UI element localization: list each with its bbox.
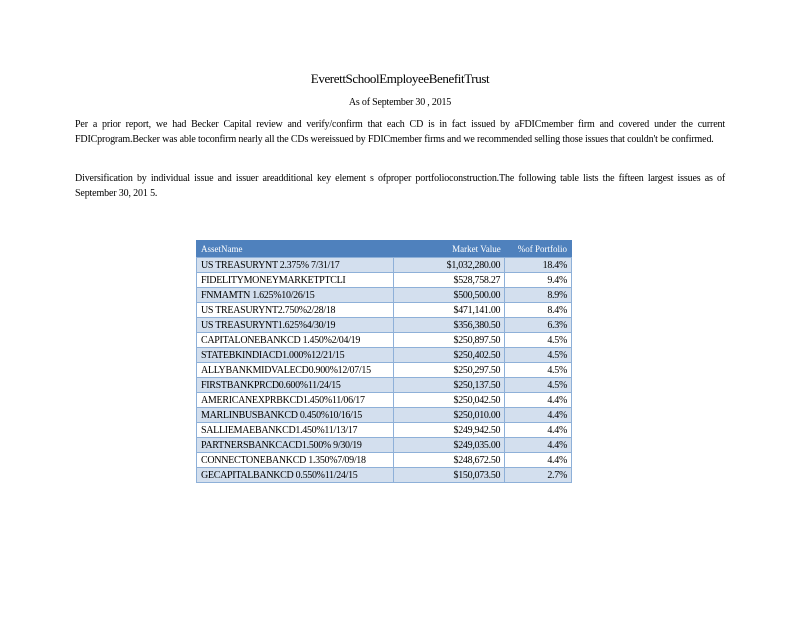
table-row (197, 408, 572, 423)
asset-name-cell: PARTNERSBANKCACD1.500% 9/30/19 (197, 438, 394, 453)
table-row (197, 393, 572, 408)
percent-cell: 8.9% (505, 288, 572, 303)
asset-name-cell: MARLINBUSBANKCD 0.450%10/16/15 (197, 408, 394, 423)
column-header-asset-name: AssetName (197, 241, 394, 258)
table-row (197, 348, 572, 363)
percent-cell: 18.4% (505, 258, 572, 273)
diversification-paragraph: Diversification by individual issue and issuer areadditional key element s ofproper portfolioconstruction.The following table lists the fifteen largest issues as of September 30, 201 5. (75, 173, 725, 199)
table-row (197, 258, 572, 273)
market-value-cell: $250,042.50 (394, 393, 505, 408)
market-value-cell: $250,010.00 (394, 408, 505, 423)
table-row (197, 288, 572, 303)
market-value-cell: $249,035.00 (394, 438, 505, 453)
asset-name-cell: CONNECTONEBANKCD 1.350%7/09/18 (197, 453, 394, 468)
table-body (197, 258, 572, 483)
table-row (197, 423, 572, 438)
percent-cell: 8.4% (505, 303, 572, 318)
market-value-cell: $249,942.50 (394, 423, 505, 438)
asset-name-cell: ALLYBANKMIDVALECD0.900%12/07/15 (197, 363, 394, 378)
market-value-cell: $250,137.50 (394, 378, 505, 393)
asset-name-cell: STATEBKINDIACD1.000%12/21/15 (197, 348, 394, 363)
market-value-cell: $1,032,280.00 (394, 258, 505, 273)
market-value-cell: $528,758.27 (394, 273, 505, 288)
market-value-cell: $250,897.50 (394, 333, 505, 348)
market-value-cell: $500,500.00 (394, 288, 505, 303)
asset-name-cell: AMERICANEXPRBKCD1.450%11/06/17 (197, 393, 394, 408)
table-row (197, 303, 572, 318)
percent-cell: 2.7% (505, 468, 572, 483)
percent-cell: 4.5% (505, 348, 572, 363)
table-row (197, 333, 572, 348)
table-row (197, 318, 572, 333)
asset-name-cell: US TREASURYNT2.750%2/28/18 (197, 303, 394, 318)
percent-cell: 4.5% (505, 363, 572, 378)
percent-cell: 4.4% (505, 423, 572, 438)
asset-name-cell: FIRSTBANKPRCD0.600%11/24/15 (197, 378, 394, 393)
report-date: As of September 30 , 2015 (348, 97, 452, 108)
market-value-cell: $150,073.50 (394, 468, 505, 483)
market-value-cell: $471,141.00 (394, 303, 505, 318)
table-row (197, 273, 572, 288)
market-value-cell: $248,672.50 (394, 453, 505, 468)
table-row (197, 363, 572, 378)
percent-cell: 4.4% (505, 438, 572, 453)
table-row (197, 468, 572, 483)
market-value-cell: $356,380.50 (394, 318, 505, 333)
column-header-percent-portfolio: %of Portfolio (505, 241, 572, 258)
asset-name-cell: SALLIEMAEBANKCD1.450%11/13/17 (197, 423, 394, 438)
review-paragraph: Per a prior report, we had Becker Capital review and verify/confirm that each CD is in fact issued by aFDICmember firm and covered under the current FDICprogram.Becker was able toconfirm nearly all the CDs wereissued by FDICmember firms and we recommended selling those issues that couldn't be confirmed. (75, 119, 725, 145)
asset-name-cell: GECAPITALBANKCD 0.550%11/24/15 (197, 468, 394, 483)
table-row (197, 438, 572, 453)
asset-name-cell: FNMAMTN 1.625%10/26/15 (197, 288, 394, 303)
percent-cell: 6.3% (505, 318, 572, 333)
market-value-cell: $250,297.50 (394, 363, 505, 378)
percent-cell: 4.5% (505, 333, 572, 348)
percent-cell: 9.4% (505, 273, 572, 288)
table-header-row (197, 241, 572, 258)
percent-cell: 4.5% (505, 378, 572, 393)
percent-cell: 4.4% (505, 393, 572, 408)
document-title: EverettSchoolEmployeeBenefitTrust (310, 71, 490, 86)
asset-name-cell: CAPITALONEBANKCD 1.450%2/04/19 (197, 333, 394, 348)
largest-issues-table (196, 240, 572, 483)
percent-cell: 4.4% (505, 408, 572, 423)
asset-name-cell: US TREASURYNT 2.375% 7/31/17 (197, 258, 394, 273)
asset-name-cell: US TREASURYNT1.625%4/30/19 (197, 318, 394, 333)
table-row (197, 378, 572, 393)
column-header-market-value: Market Value (394, 241, 505, 258)
market-value-cell: $250,402.50 (394, 348, 505, 363)
asset-name-cell: FIDELITYMONEYMARKETPTCLI (197, 273, 394, 288)
percent-cell: 4.4% (505, 453, 572, 468)
table-row (197, 453, 572, 468)
